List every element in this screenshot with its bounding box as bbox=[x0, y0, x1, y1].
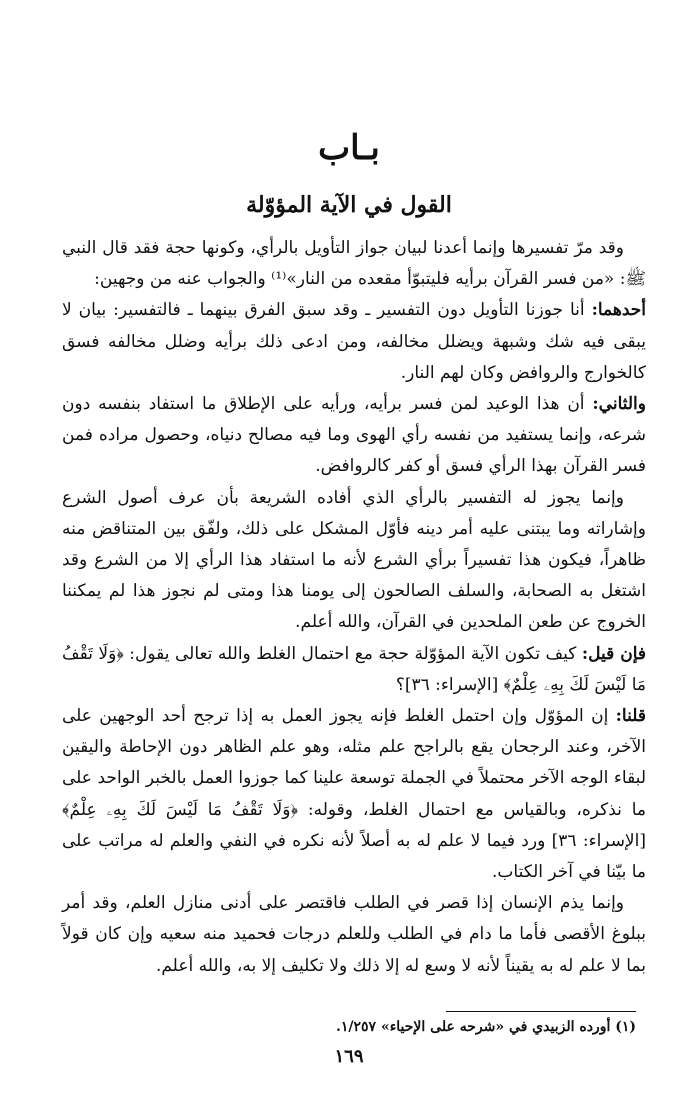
paragraph-text: أنا جوزنا التأويل دون التفسير ـ وقد سبق الفرق بينهما ـ فالتفسير: بيان لا يبقى فيه شك وشبهة ويضلل مخالفه، ومن ادعى ذلك برأيه وضلل مخالفه فسق كالخوارج والروافض وكان لهم النار. bbox=[62, 300, 646, 383]
page-number: ١٦٩ bbox=[334, 1046, 364, 1067]
paragraph-text: إن المؤوّل وإن احتمل الغلط فإنه يجوز العمل به إذا ترجح أحد الوجهين على الآخر، وعند الرجحان يقع بالراجح علم مثله، وهو علم الظاهر دون الإحاطة واليقين لبقاء الوجه الآخر محتملاً في الجملة توسعة علينا كما جوزوا العمل بالخبر الواحد على ما نذكره، وبالقياس مع احتمال الغلط، وقوله: ﴿وَلَا تَقْفُ مَا لَيْسَ لَكَ بِهِۦ عِلْمٌ﴾ [الإسراء: ٣٦] ورد فيما لا علم له به أصلاً لأنه نكره في النفي والعلم له مراتب على ما بيّنا في آخر الكتاب. bbox=[62, 706, 646, 883]
paragraph-second-answer bbox=[62, 389, 646, 483]
footnote-divider bbox=[446, 1011, 636, 1012]
paragraph-text: وقد مرّ تفسيرها وإنما أعدنا لبيان جواز التأويل بالرأي، وكونها حجة فقد قال النبي ﷺ: «من فسر القرآن برأيه فليتبوّأ مقعده من النار»⁽¹⁾ والجواب عنه من وجهين: bbox=[62, 238, 646, 290]
paragraph-permitted-tafsir bbox=[62, 483, 646, 639]
paragraph-lead: فإن قيل: bbox=[581, 643, 647, 664]
paragraph-text: وإنما يذم الإنسان إذا قصر في الطلب فاقتصر على أدنى منازل العلم، وقد أمر ببلوغ الأقصى فأما ما دام في الطلب وللعلم درجات فحميد منه سعيه وإن كان قولاً بما لا علم له به يقيناً لأنه لا وسع له إلا ذلك ولا تكليف إلا به، والله أعلم. bbox=[62, 893, 646, 976]
body-text bbox=[62, 233, 646, 982]
footnote: (١) أورده الزبيدي في «شرحه على الإحياء» ١/٢٥٧. bbox=[336, 1019, 636, 1035]
paragraph-lead: أحدهما: bbox=[591, 300, 646, 321]
paragraph-lead: قلنا: bbox=[615, 706, 646, 727]
paragraph-text: وإنما يجوز له التفسير بالرأي الذي أفاده الشريعة بأن عرف أصول الشرع وإشاراته وما يبتنى عليه أمر دينه فأوّل المشكل على ذلك، ولفّق بين المتناقض منه ظاهراً، فيكون هذا تفسيراً برأي الشرع لأنه ما استفاد هذا الرأي إلا من الشرع وقد اشتغل به الصحابة، والسلف الصالحون إلى يومنا هذا ومتى لم نجوز هذا لم يمكننا الخروج عن طعن الملحدين في القرآن، والله أعلم. bbox=[62, 487, 646, 633]
paragraph-text: كيف تكون الآية المؤوّلة حجة مع احتمال الغلط والله تعالى يقول: ﴿وَلَا تَقْفُ مَا لَيْسَ لَكَ بِهِۦ عِلْمٌ﴾ [الإسراء: ٣٦]؟ bbox=[62, 643, 646, 695]
paragraph-reply bbox=[62, 701, 646, 888]
paragraph-intro bbox=[62, 233, 646, 295]
paragraph-text: أن هذا الوعيد لمن فسر برأيه، ورأيه على الإطلاق ما استفاد بنفسه دون شرعه، وإنما يستفيد من نفسه رأي الهوى وما فيه مصالح دنياه، وحصول مراده فمن فسر القرآن بهذا الرأي فسق أو كفر كالروافض. bbox=[62, 394, 646, 477]
paragraph-objection bbox=[62, 639, 646, 701]
paragraph-first-answer bbox=[62, 295, 646, 389]
paragraph-conclusion bbox=[62, 888, 646, 982]
section-title: القول في الآية المؤوّلة bbox=[246, 192, 452, 218]
chapter-heading: بـاب bbox=[318, 128, 380, 168]
paragraph-lead: والثاني: bbox=[592, 394, 646, 415]
